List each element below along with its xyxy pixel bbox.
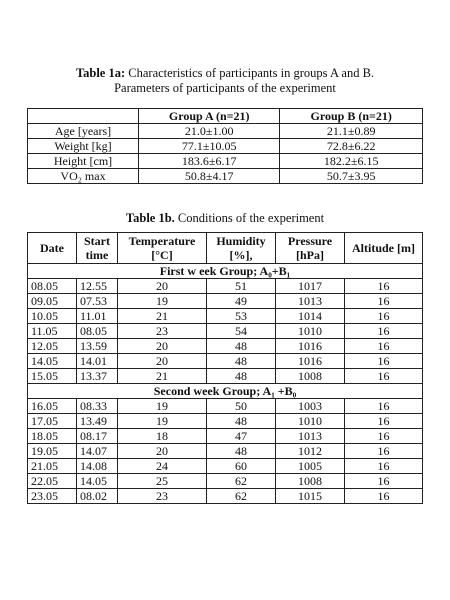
table-1b-row [28, 459, 423, 474]
cell-date: 12.05 [28, 339, 77, 354]
cell-humidity: 50 [207, 399, 276, 414]
table-1b-row [28, 474, 423, 489]
cell-pressure: 1014 [276, 309, 345, 324]
cell-altitude: 16 [345, 459, 423, 474]
header-temperature: Temperature [°C] [118, 233, 207, 264]
table-1b-caption [0, 211, 450, 226]
table-1a-row-label: Weight [kg] [28, 139, 139, 154]
cell-pressure: 1012 [276, 444, 345, 459]
header-altitude: Altitude [m] [345, 233, 423, 264]
cell-temperature: 19 [118, 399, 207, 414]
header-humidity: Humidity [%], [207, 233, 276, 264]
table-1a-header-row [28, 109, 423, 124]
table-1a-row [28, 124, 423, 139]
cell-temperature: 23 [118, 489, 207, 504]
table-1b-row [28, 444, 423, 459]
table-1b-row [28, 324, 423, 339]
cell-pressure: 1010 [276, 324, 345, 339]
table-1b-group-row [28, 384, 423, 399]
cell-humidity: 51 [207, 279, 276, 294]
table-1a-cell-group-b: 72.8±6.22 [280, 139, 423, 154]
cell-humidity: 62 [207, 474, 276, 489]
table-1a-cell-group-b: 182.2±6.15 [280, 154, 423, 169]
cell-start-time: 07.53 [77, 294, 118, 309]
header-date: Date [28, 233, 77, 264]
table-1a-row [28, 169, 423, 184]
cell-altitude: 16 [345, 354, 423, 369]
table-1a-header-group-a: Group A (n=21) [139, 109, 280, 124]
table-1b-body [28, 264, 423, 504]
cell-temperature: 21 [118, 369, 207, 384]
cell-pressure: 1008 [276, 369, 345, 384]
cell-start-time: 13.37 [77, 369, 118, 384]
cell-pressure: 1017 [276, 279, 345, 294]
cell-start-time: 12.55 [77, 279, 118, 294]
cell-altitude: 16 [345, 489, 423, 504]
cell-humidity: 62 [207, 489, 276, 504]
table-1b-row [28, 489, 423, 504]
cell-altitude: 16 [345, 474, 423, 489]
table-1b-caption-text: Conditions of the experiment [174, 211, 325, 225]
table-1b-group-row [28, 264, 423, 279]
table-1b-row [28, 429, 423, 444]
cell-temperature: 25 [118, 474, 207, 489]
table-1a-row-label: VO₂ max [28, 169, 139, 184]
cell-altitude: 16 [345, 414, 423, 429]
cell-altitude: 16 [345, 294, 423, 309]
table-1b-header-row [28, 233, 423, 264]
table-1b-group-title: Second week Group; A₁ +B₀ [28, 384, 423, 399]
cell-date: 17.05 [28, 414, 77, 429]
cell-start-time: 14.07 [77, 444, 118, 459]
cell-humidity: 48 [207, 369, 276, 384]
cell-temperature: 19 [118, 414, 207, 429]
cell-start-time: 08.33 [77, 399, 118, 414]
cell-temperature: 21 [118, 309, 207, 324]
table-1a-header-empty [28, 109, 139, 124]
cell-start-time: 08.02 [77, 489, 118, 504]
cell-altitude: 16 [345, 369, 423, 384]
cell-start-time: 14.08 [77, 459, 118, 474]
cell-altitude: 16 [345, 429, 423, 444]
table-1b-row [28, 414, 423, 429]
cell-start-time: 11.01 [77, 309, 118, 324]
table-1b-group-title: First w eek Group; A₀+B₁ [28, 264, 423, 279]
cell-temperature: 20 [118, 339, 207, 354]
cell-pressure: 1003 [276, 399, 345, 414]
cell-pressure: 1015 [276, 489, 345, 504]
table-1b-row [28, 279, 423, 294]
cell-date: 23.05 [28, 489, 77, 504]
cell-altitude: 16 [345, 309, 423, 324]
cell-humidity: 48 [207, 414, 276, 429]
cell-pressure: 1010 [276, 414, 345, 429]
table-1b-row [28, 294, 423, 309]
cell-date: 19.05 [28, 444, 77, 459]
table-1a-row [28, 139, 423, 154]
header-start-time: Start time [77, 233, 118, 264]
table-1a-cell-group-a: 183.6±6.17 [139, 154, 280, 169]
cell-start-time: 08.17 [77, 429, 118, 444]
cell-temperature: 19 [118, 294, 207, 309]
cell-pressure: 1013 [276, 294, 345, 309]
table-1b [27, 232, 423, 504]
cell-humidity: 49 [207, 294, 276, 309]
table-1a-row-label: Age [years] [28, 124, 139, 139]
cell-start-time: 14.01 [77, 354, 118, 369]
cell-altitude: 16 [345, 324, 423, 339]
cell-altitude: 16 [345, 339, 423, 354]
cell-temperature: 20 [118, 279, 207, 294]
cell-temperature: 20 [118, 354, 207, 369]
cell-date: 22.05 [28, 474, 77, 489]
cell-start-time: 13.49 [77, 414, 118, 429]
table-1a-cell-group-a: 21.0±1.00 [139, 124, 280, 139]
table-1b-caption-label: Table 1b. [125, 211, 175, 225]
cell-altitude: 16 [345, 279, 423, 294]
cell-date: 09.05 [28, 294, 77, 309]
cell-humidity: 48 [207, 354, 276, 369]
cell-humidity: 60 [207, 459, 276, 474]
cell-humidity: 48 [207, 339, 276, 354]
table-1a-header-group-b: Group B (n=21) [280, 109, 423, 124]
cell-pressure: 1016 [276, 339, 345, 354]
cell-temperature: 24 [118, 459, 207, 474]
cell-altitude: 16 [345, 444, 423, 459]
cell-date: 21.05 [28, 459, 77, 474]
cell-date: 11.05 [28, 324, 77, 339]
cell-pressure: 1013 [276, 429, 345, 444]
cell-pressure: 1016 [276, 354, 345, 369]
table-1b-row [28, 369, 423, 384]
table-1a-caption [0, 66, 450, 96]
table-1a-cell-group-a: 77.1±10.05 [139, 139, 280, 154]
cell-humidity: 54 [207, 324, 276, 339]
cell-date: 10.05 [28, 309, 77, 324]
cell-temperature: 20 [118, 444, 207, 459]
cell-altitude: 16 [345, 399, 423, 414]
cell-humidity: 48 [207, 444, 276, 459]
table-1a-caption-label: Table 1a: [75, 66, 126, 80]
cell-pressure: 1008 [276, 474, 345, 489]
table-1a [27, 108, 423, 184]
cell-start-time: 08.05 [77, 324, 118, 339]
table-1b-row [28, 339, 423, 354]
cell-humidity: 53 [207, 309, 276, 324]
cell-start-time: 14.05 [77, 474, 118, 489]
cell-temperature: 23 [118, 324, 207, 339]
table-1a-cell-group-b: 21.1±0.89 [280, 124, 423, 139]
cell-date: 08.05 [28, 279, 77, 294]
cell-date: 16.05 [28, 399, 77, 414]
cell-start-time: 13.59 [77, 339, 118, 354]
cell-date: 14.05 [28, 354, 77, 369]
table-1a-cell-group-a: 50.8±4.17 [139, 169, 280, 184]
table-1b-row [28, 354, 423, 369]
table-1a-row-label: Height [cm] [28, 154, 139, 169]
cell-date: 15.05 [28, 369, 77, 384]
table-1a-body [28, 124, 423, 184]
table-1b-row [28, 399, 423, 414]
table-1b-row [28, 309, 423, 324]
cell-pressure: 1005 [276, 459, 345, 474]
table-1a-caption-line2: Parameters of participants of the experiment [114, 81, 336, 95]
table-1a-caption-text: Characteristics of participants in groups A and B. [125, 66, 375, 80]
cell-humidity: 47 [207, 429, 276, 444]
cell-temperature: 18 [118, 429, 207, 444]
header-pressure: Pressure [hPa] [276, 233, 345, 264]
table-1a-row [28, 154, 423, 169]
table-1a-cell-group-b: 50.7±3.95 [280, 169, 423, 184]
cell-date: 18.05 [28, 429, 77, 444]
